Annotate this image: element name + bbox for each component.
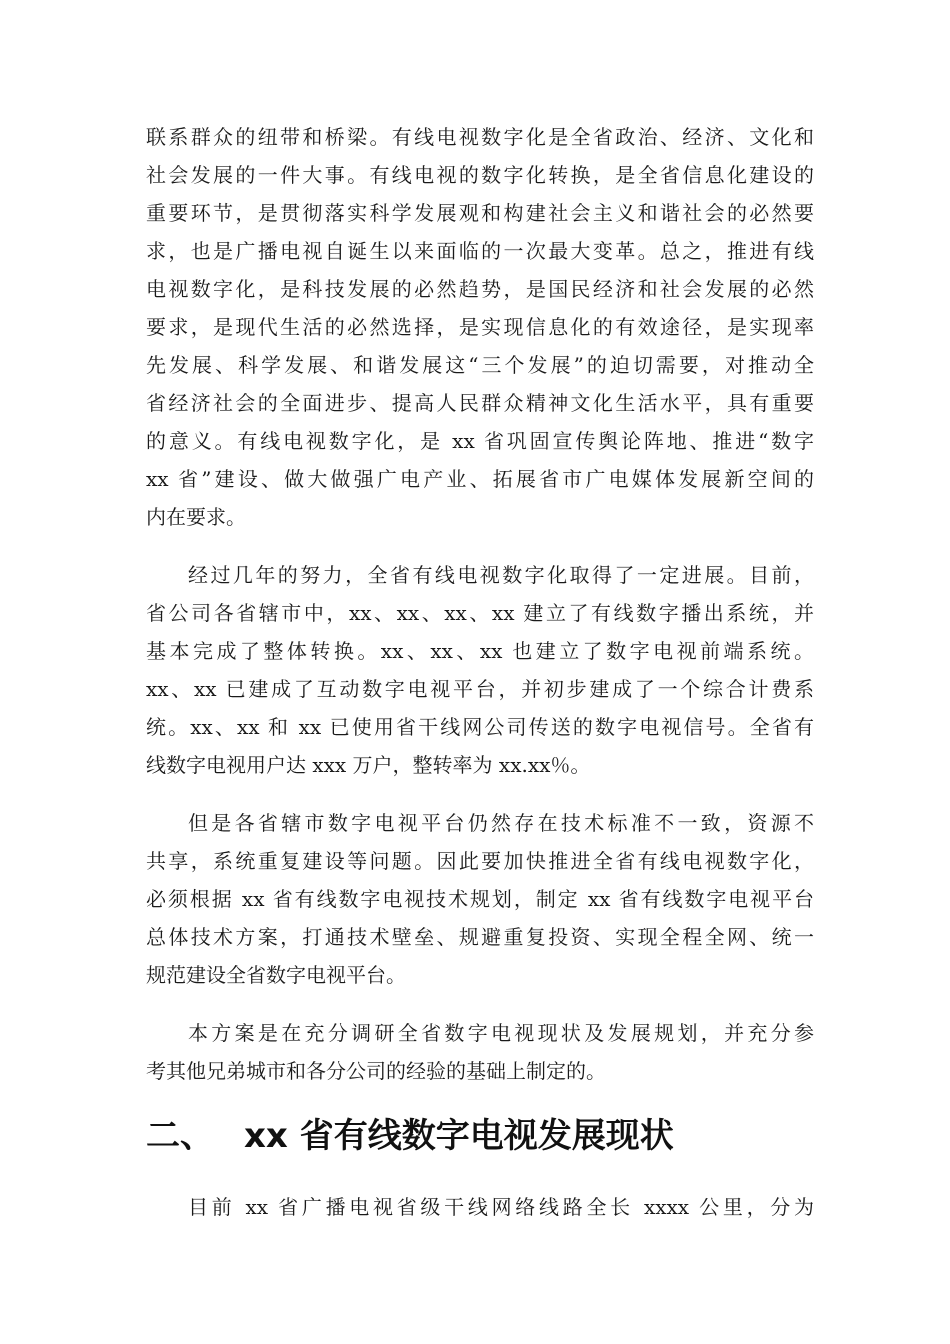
text-line: 联系群众的纽带和桥梁。有线电视数字化是全省政治、经济、文化和 [146, 125, 814, 149]
text-line: 共享，系统重复建设等问题。因此要加快推进全省有线电视数字化， [146, 849, 814, 873]
section-heading [146, 1106, 826, 1166]
text-line: 规范建设全省数字电视平台。 [146, 963, 406, 987]
text-line: 总体技术方案，打通技术壁垒、规避重复投资、实现全程全网、统一 [146, 925, 814, 949]
paragraph-4 [146, 1014, 814, 1090]
text-line: 省经济社会的全面进步、提高人民群众精神文化生活水平，具有重要 [146, 391, 814, 415]
document-body [146, 118, 814, 1110]
text-line: 先发展、科学发展、和谐发展这“三个发展”的迫切需要，对推动全 [146, 353, 814, 377]
paragraph-2 [146, 556, 814, 784]
section-number: 二、 [146, 1116, 214, 1156]
text-line: 的意义。有线电视数字化，是 xx 省巩固宣传舆论阵地、推进“数字 [146, 429, 814, 453]
text-line: 要求，是现代生活的必然选择，是实现信息化的有效途径，是实现率 [146, 315, 814, 339]
section-paragraph [146, 1188, 814, 1226]
text-line: 内在要求。 [146, 505, 246, 529]
text-line: 目前 xx 省广播电视省级干线网络线路全长 xxxx 公里，分为 [188, 1195, 814, 1219]
text-line: 必须根据 xx 省有线数字电视技术规划，制定 xx 省有线数字电视平台 [146, 887, 814, 911]
paragraph-1 [146, 118, 814, 536]
text-line: xx、xx 已建成了互动数字电视平台，并初步建成了一个综合计费系 [146, 677, 814, 701]
text-line: xx 省”建设、做大做强广电产业、拓展省市广电媒体发展新空间的 [146, 467, 814, 491]
text-line: 基本完成了整体转换。xx、xx、xx 也建立了数字电视前端系统。 [146, 639, 814, 663]
section-title: xx 省有线数字电视发展现状 [244, 1116, 674, 1156]
text-line: 考其他兄弟城市和各分公司的经验的基础上制定的。 [146, 1059, 606, 1083]
text-line: 社会发展的一件大事。有线电视的数字化转换，是全省信息化建设的 [146, 163, 814, 187]
text-line: 本方案是在充分调研全省数字电视现状及发展规划，并充分参 [188, 1021, 814, 1045]
text-line: 线数字电视用户达 xxx 万户，整转率为 xx.xx％。 [146, 753, 591, 777]
text-line: 重要环节，是贯彻落实科学发展观和构建社会主义和谐社会的必然要 [146, 201, 814, 225]
text-line: 统。xx、xx 和 xx 已使用省干线网公司传送的数字电视信号。全省有 [146, 715, 814, 739]
text-line: 求，也是广播电视自诞生以来面临的一次最大变革。总之，推进有线 [146, 239, 814, 263]
text-line: 省公司各省辖市中，xx、xx、xx、xx 建立了有线数字播出系统，并 [146, 601, 814, 625]
text-line: 电视数字化，是科技发展的必然趋势，是国民经济和社会发展的必然 [146, 277, 814, 301]
text-line: 但是各省辖市数字电视平台仍然存在技术标准不一致，资源不 [188, 811, 814, 835]
paragraph-3 [146, 804, 814, 994]
text-line: 经过几年的努力，全省有线电视数字化取得了一定进展。目前， [188, 563, 814, 587]
